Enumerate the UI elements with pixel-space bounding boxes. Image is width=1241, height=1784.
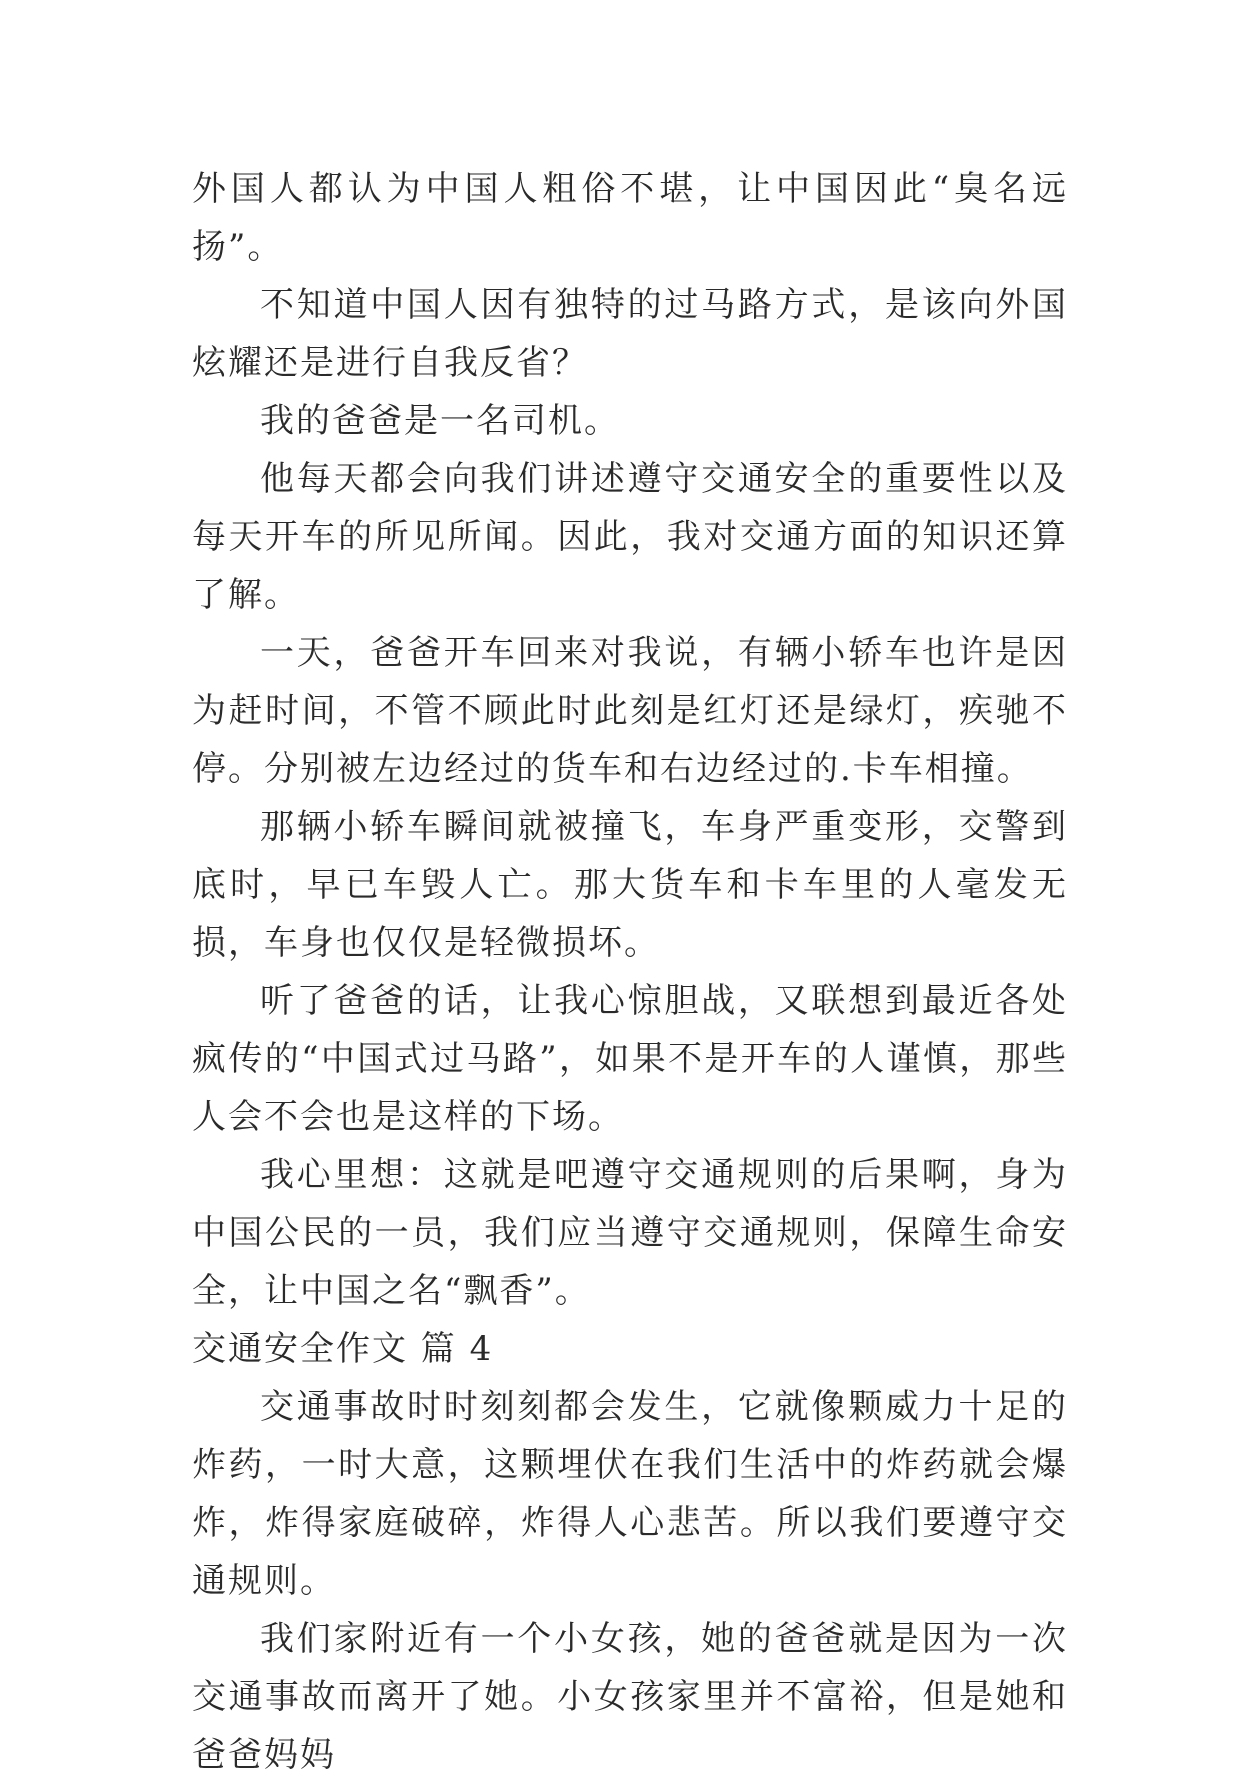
paragraph: 那辆小轿车瞬间就被撞飞，车身严重变形，交警到底时，早已车毁人亡。那大货车和卡车里的人毫发无损，车身也仅仅是轻微损坏。 (192, 807, 1068, 963)
paragraph: 听了爸爸的话，让我心惊胆战，又联想到最近各处疯传的“中国式过马路”，如果不是开车的人谨慎，那些人会不会也是这样的下场。 (192, 981, 1068, 1137)
paragraph: 交通事故时时刻刻都会发生，它就像颗威力十足的炸药，一时大意，这颗埋伏在我们生活中的炸药就会爆炸，炸得家庭破碎，炸得人心悲苦。所以我们要遵守交通规则。 (192, 1387, 1068, 1601)
paragraph: 一天，爸爸开车回来对我说，有辆小轿车也许是因为赶时间，不管不顾此时此刻是红灯还是绿灯，疾驰不停。分别被左边经过的货车和右边经过的.卡车相撞。 (192, 633, 1068, 789)
paragraph: 我的爸爸是一名司机。 (260, 401, 620, 441)
paragraph: 不知道中国人因有独特的过马路方式，是该向外国炫耀还是进行自我反省？ (192, 285, 1068, 383)
section-heading: 交通安全作文 篇 4 (192, 1329, 494, 1369)
document-body (192, 160, 1068, 1784)
paragraph: 他每天都会向我们讲述遵守交通安全的重要性以及每天开车的所见所闻。因此，我对交通方面的知识还算了解。 (192, 459, 1068, 615)
paragraph: 我们家附近有一个小女孩，她的爸爸就是因为一次交通事故而离开了她。小女孩家里并不富裕，但是她和爸爸妈妈 (192, 1619, 1068, 1775)
paragraph: 我心里想：这就是吧遵守交通规则的后果啊，身为中国公民的一员，我们应当遵守交通规则，保障生命安全，让中国之名“飘香”。 (192, 1155, 1068, 1311)
paragraph: 外国人都认为中国人粗俗不堪，让中国因此“臭名远扬”。 (192, 169, 1068, 267)
